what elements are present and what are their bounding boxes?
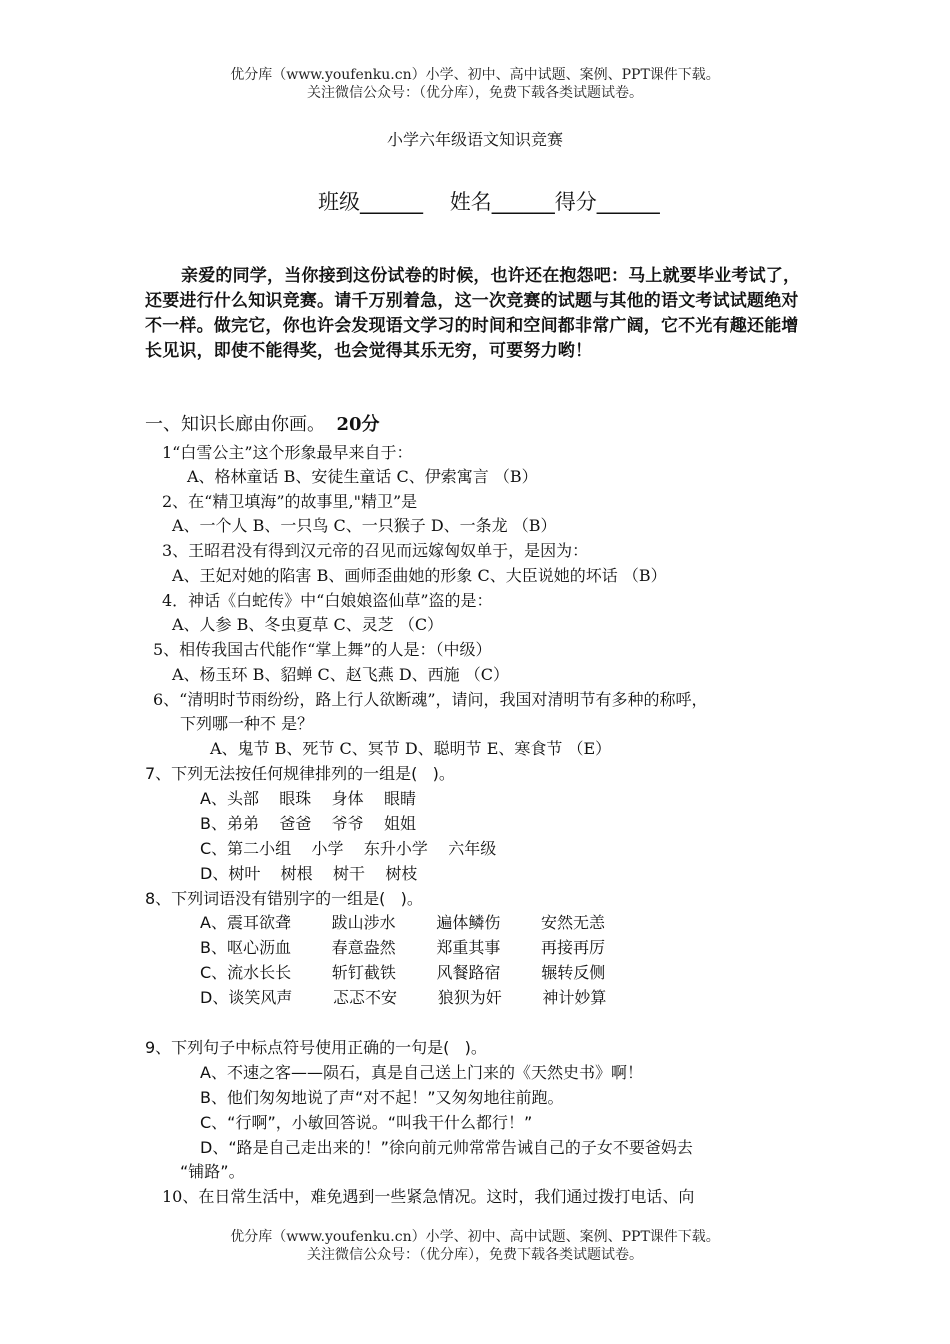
footer-line-1: 优分库（www.youfenku.cn）小学、初中、高中试题、案例、PPT课件下载。 bbox=[230, 1229, 720, 1245]
question-9-option-b: B、他们匆匆地说了声“对不起！”又匆匆地往前跑。 bbox=[200, 1088, 564, 1107]
section-score: 20分 bbox=[336, 414, 380, 435]
question-9-option-d: D、“路是自己走出来的！”徐向前元帅常常告诫自己的子女不要爸妈去 bbox=[200, 1138, 693, 1157]
question-10: 10、在日常生活中，难免遇到一些紧急情况。这时，我们通过拨打电话、向 bbox=[162, 1187, 695, 1206]
question-5: 5、相传我国古代能作“掌上舞”的人是：（中级） bbox=[153, 640, 492, 659]
question-3-options: A、王妃对她的陷害 B、画师歪曲她的形象 C、大臣说她的坏话 （B） bbox=[172, 566, 667, 585]
question-7-option-a: A、头部 眼珠 身体 眼睛 bbox=[200, 789, 416, 808]
question-1: 1“白雪公主”这个形象最早来自于： bbox=[162, 443, 413, 462]
question-7-option-d: D、树叶 树根 树干 树枝 bbox=[200, 864, 418, 883]
question-6: 6、“清明时节雨纷纷，路上行人欲断魂”，请问，我国对清明节有多种的称呼， bbox=[153, 690, 708, 709]
intro-paragraph: 亲爱的同学，当你接到这份试卷的时候，也许还在抱怨吧：马上就要毕业考试了，还要进行什么知识竞赛。请千万别着急，这一次竞赛的试题与其他的语文考试试题绝对不一样。做完它，你也许会发现语文学习的时间和空间都非常广阔，它不光有趣还能增长见识，即使不能得奖，也会觉得其乐无穷，可要努力哟！ bbox=[145, 266, 801, 361]
section-label: 一、知识长廊由你画。 bbox=[145, 414, 325, 435]
question-2: 2、在“精卫填海”的故事里,"精卫”是 bbox=[162, 492, 418, 511]
question-7: 7、下列无法按任何规律排列的一组是( )。 bbox=[145, 764, 455, 783]
footer-line-2: 关注微信公众号：（优分库），免费下载各类试题试卷。 bbox=[307, 1247, 643, 1263]
question-5-options: A、杨玉环 B、貂蝉 C、赵飞燕 D、西施 （C） bbox=[172, 665, 509, 684]
page-title: 小学六年级语文知识竞赛 bbox=[386, 130, 563, 149]
question-8: 8、下列词语没有错别字的一组是( )。 bbox=[145, 889, 423, 908]
question-8-option-c: C、流水长长 斩钉截铁 风餐路宿 辗转反侧 bbox=[200, 963, 606, 982]
question-7-option-c: C、第二小组 小学 东升小学 六年级 bbox=[200, 839, 497, 858]
question-8-option-a: A、震耳欲聋 跋山涉水 遍体鳞伤 安然无恙 bbox=[200, 913, 606, 932]
question-9-option-c: C、“行啊”，小敏回答说。“叫我干什么都行！” bbox=[200, 1113, 533, 1132]
question-6-cont: 下列哪一种不 是？ bbox=[180, 714, 314, 733]
question-7-option-b: B、弟弟 爸爸 爷爷 姐姐 bbox=[200, 814, 417, 833]
question-2-options: A、一个人 B、一只鸟 C、一只猴子 D、一条龙 （B） bbox=[172, 516, 557, 535]
question-4-options: A、人参 B、冬虫夏草 C、灵芝 （C） bbox=[172, 615, 444, 634]
section-heading bbox=[145, 415, 380, 435]
question-9-option-a: A、不速之客——陨石，真是自己送上门来的《天然史书》啊！ bbox=[200, 1063, 643, 1082]
student-info-fields: 班级______ 姓名______得分______ bbox=[318, 190, 660, 214]
question-8-option-d: D、谈笑风声 忑忑不安 狼狈为奸 神计妙算 bbox=[200, 988, 607, 1007]
header-line-1: 优分库（www.youfenku.cn）小学、初中、高中试题、案例、PPT课件下载。 bbox=[230, 67, 720, 83]
page-footer bbox=[0, 1228, 950, 1264]
header-line-2: 关注微信公众号：（优分库），免费下载各类试题试卷。 bbox=[307, 85, 643, 101]
question-6-options: A、鬼节 B、死节 C、冥节 D、聪明节 E、寒食节 （E） bbox=[210, 739, 612, 758]
page-header bbox=[0, 66, 950, 102]
question-9: 9、下列句子中标点符号使用正确的一句是( )。 bbox=[145, 1038, 487, 1057]
question-9-option-d-cont: “铺路”。 bbox=[180, 1162, 245, 1181]
question-3: 3、王昭君没有得到汉元帝的召见而远嫁匈奴单于，是因为： bbox=[162, 541, 589, 560]
question-4: 4．神话《白蛇传》中“白娘娘盗仙草”盗的是： bbox=[162, 591, 493, 610]
question-1-options: A、格林童话 B、安徒生童话 C、伊索寓言 （B） bbox=[187, 467, 538, 486]
question-8-option-b: B、呕心沥血 春意盎然 郑重其事 再接再厉 bbox=[200, 938, 606, 957]
